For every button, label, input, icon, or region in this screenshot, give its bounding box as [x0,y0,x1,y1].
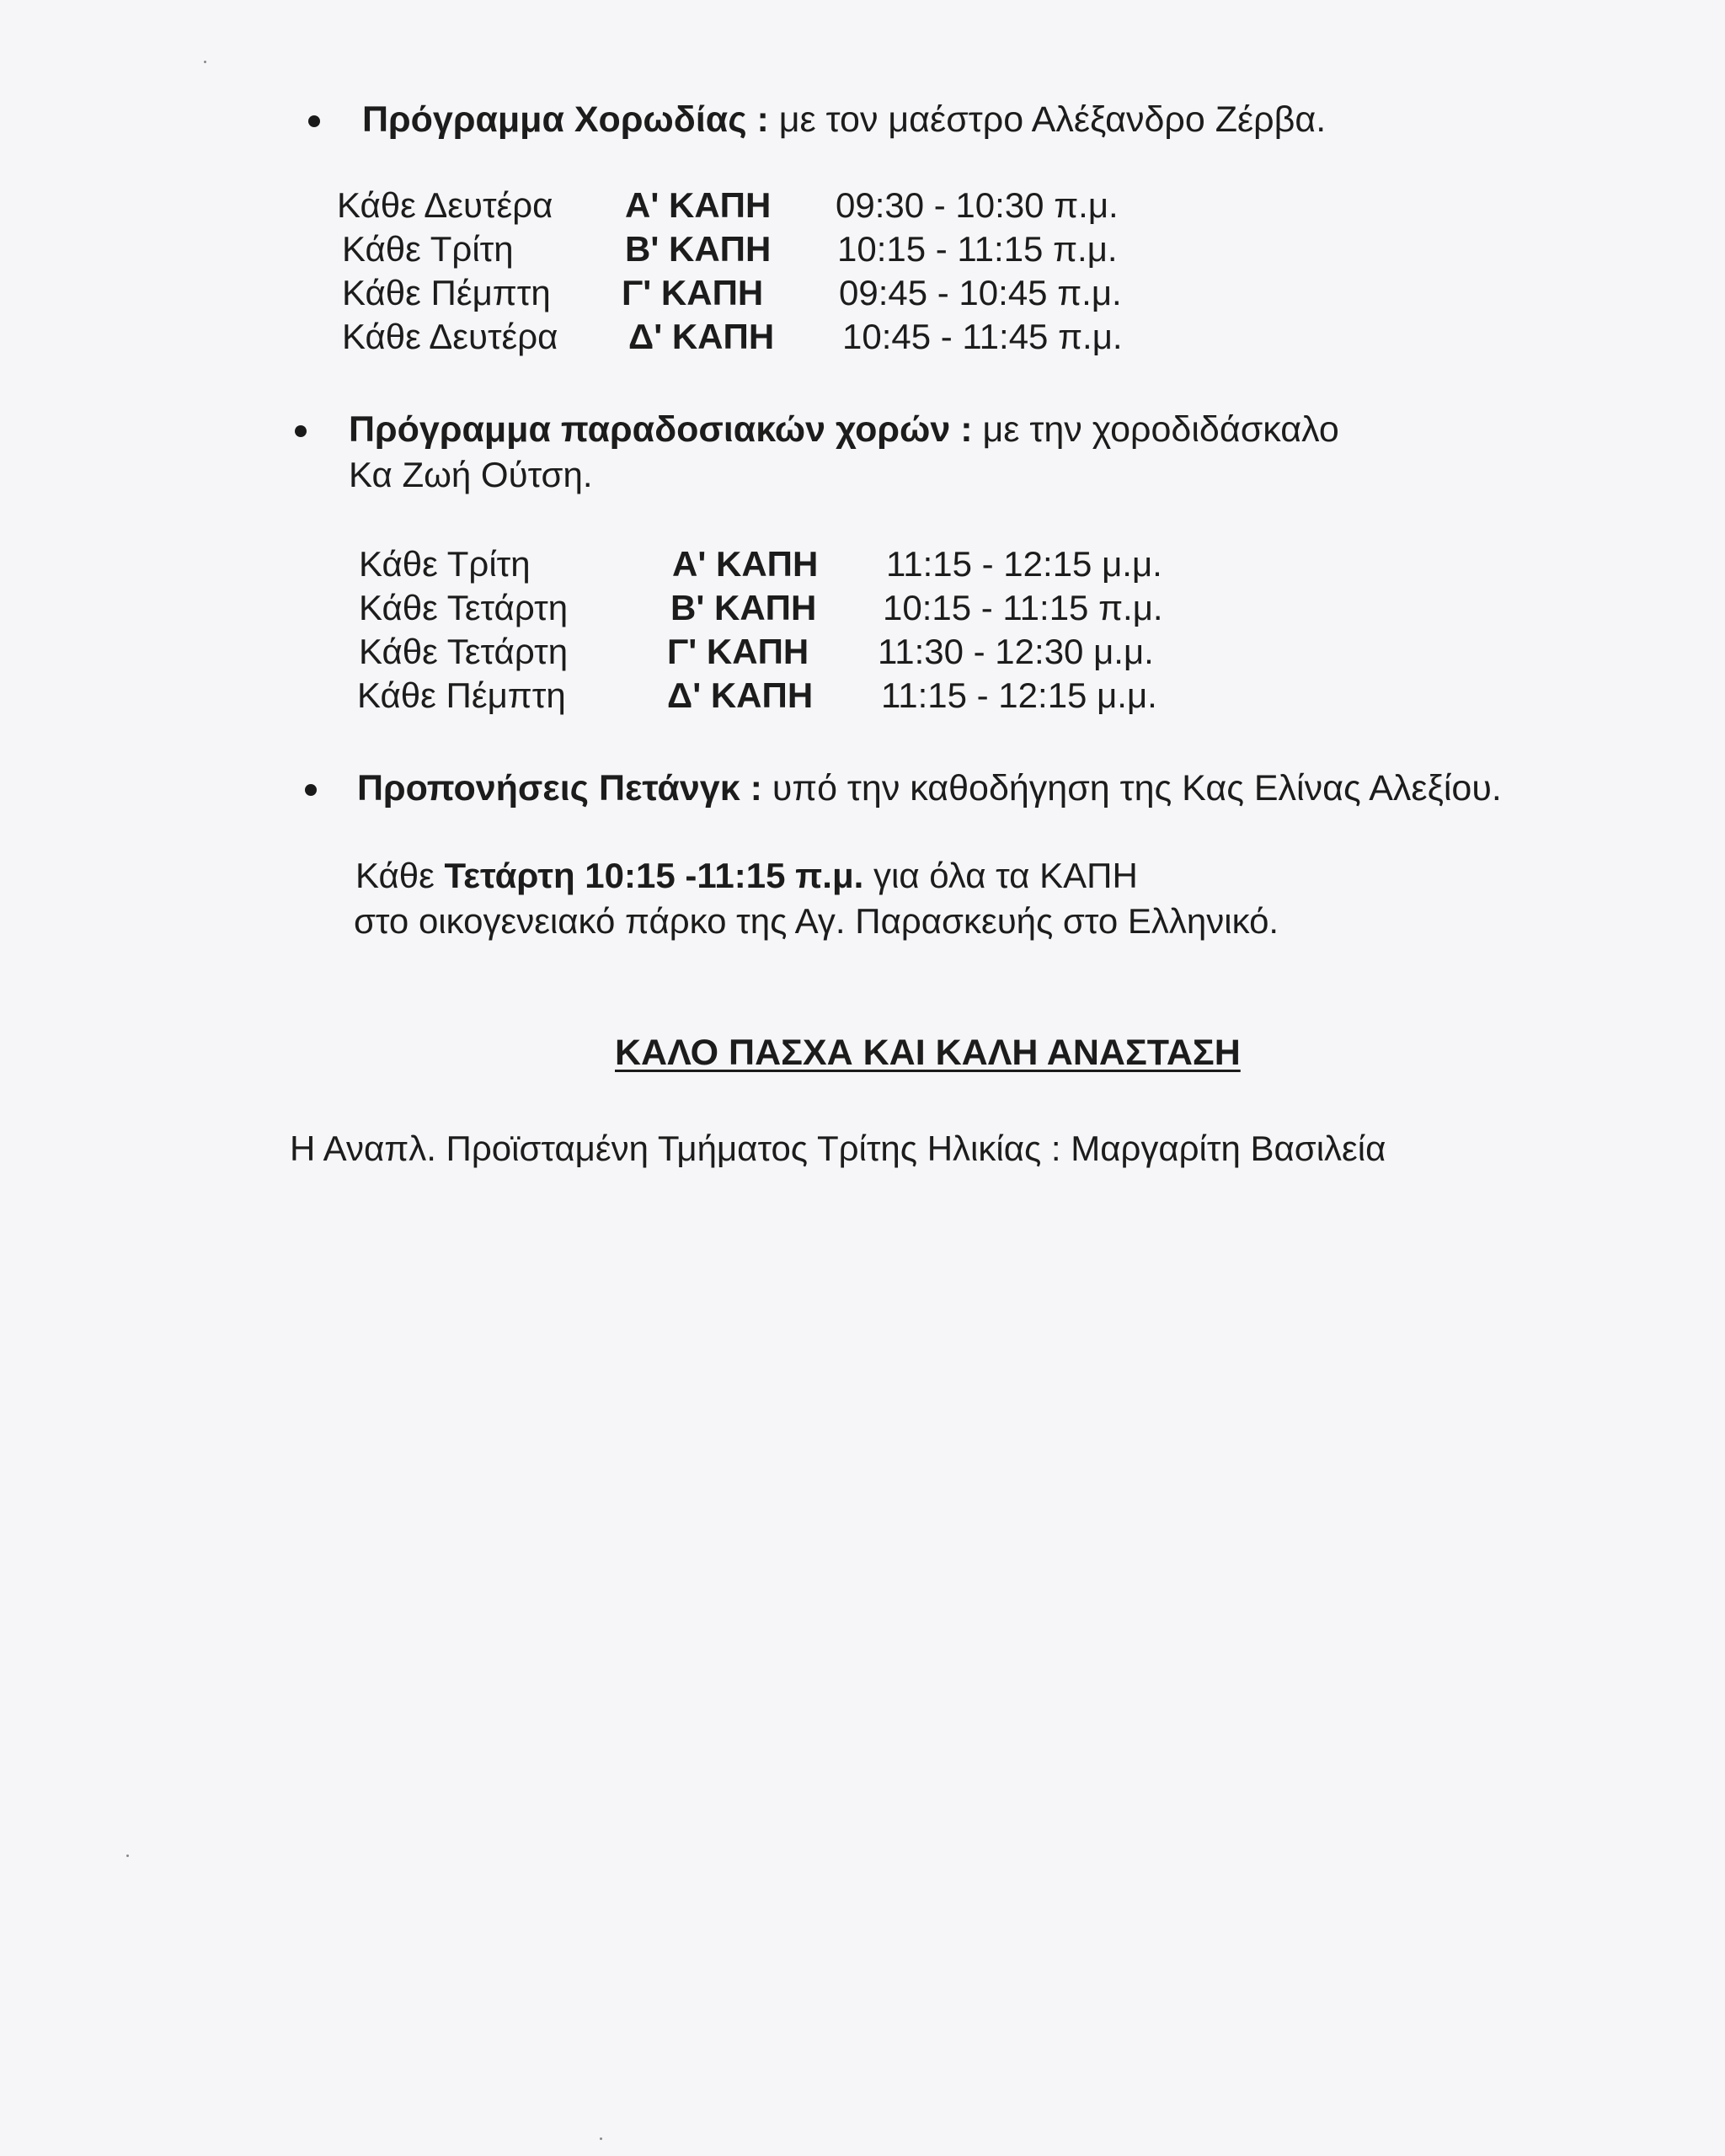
petanque-line1-bold: Τετάρτη 10:15 -11:15 π.μ. [444,856,864,895]
choir-kapi: Α' ΚΑΠΗ [625,185,772,225]
choir-day: Κάθε Δευτέρα [337,185,553,225]
choir-kapi: Γ' ΚΑΠΗ [622,273,764,312]
choir-time: 10:45 - 11:45 π.μ. [842,317,1123,356]
dances-kapi: Γ' ΚΑΠΗ [667,632,809,671]
choir-kapi: Δ' ΚΑΠΗ [628,317,775,356]
dances-time: 10:15 - 11:15 π.μ. [883,588,1163,627]
scan-speck [600,2137,602,2140]
dances-day: Κάθε Τετάρτη [359,588,569,627]
dances-day: Κάθε Τρίτη [359,544,531,584]
easter-greeting: ΚΑΛΟ ΠΑΣΧΑ ΚΑΙ ΚΑΛΗ ΑΝΑΣΤΑΣΗ [615,1033,1241,1073]
dances-time: 11:15 - 12:15 μ.μ. [881,675,1157,715]
choir-subtitle: με τον μαέστρο Αλέξανδρο Ζέρβα. [768,99,1327,140]
choir-heading [362,98,1326,141]
choir-day: Κάθε Δευτέρα [342,317,558,356]
bullet-choir [308,115,320,127]
petanque-subtitle: υπό την καθοδήγηση της Κας Ελίνας Αλεξίου. [761,768,1502,808]
choir-time: 09:45 - 10:45 π.μ. [839,273,1122,312]
signature-line: Η Αναπλ. Προϊσταμένη Τμήματος Τρίτης Ηλικίας : Μαργαρίτη Βασιλεία [290,1129,1386,1168]
petanque-line-1 [355,854,1138,898]
dances-kapi: Α' ΚΑΠΗ [672,544,819,584]
bullet-dances [295,425,307,437]
bullet-petanque [305,784,317,796]
choir-day: Κάθε Πέμπτη [342,273,551,312]
dances-time: 11:30 - 12:30 μ.μ. [878,632,1154,671]
dances-heading [349,408,1339,451]
dances-time: 11:15 - 12:15 μ.μ. [886,544,1162,584]
petanque-line1-prefix: Κάθε [355,856,445,895]
scan-speck [126,1854,129,1857]
dances-day: Κάθε Πέμπτη [357,675,566,715]
choir-time: 10:15 - 11:15 π.μ. [837,229,1118,269]
petanque-title: Προπονήσεις Πετάνγκ : [357,768,762,808]
dances-title: Πρόγραμμα παραδοσιακών χορών : [349,409,973,450]
dances-kapi: Β' ΚΑΠΗ [670,588,817,627]
dances-kapi: Δ' ΚΑΠΗ [667,675,814,715]
petanque-line1-suffix: για όλα τα ΚΑΠΗ [863,856,1138,895]
dances-day: Κάθε Τετάρτη [359,632,569,671]
choir-kapi: Β' ΚΑΠΗ [625,229,772,269]
choir-day: Κάθε Τρίτη [342,229,514,269]
scan-speck [204,61,206,63]
petanque-heading [357,766,1502,810]
dances-subtitle-line2: Κα Ζωή Ούτση. [349,455,593,494]
petanque-line-2: στο οικογενειακό πάρκο της Αγ. Παρασκευής στο Ελληνικό. [354,901,1279,941]
choir-time: 09:30 - 10:30 π.μ. [836,185,1119,225]
dances-subtitle: με την χοροδιδάσκαλο [972,409,1339,450]
choir-title: Πρόγραμμα Χορωδίας : [362,99,769,140]
